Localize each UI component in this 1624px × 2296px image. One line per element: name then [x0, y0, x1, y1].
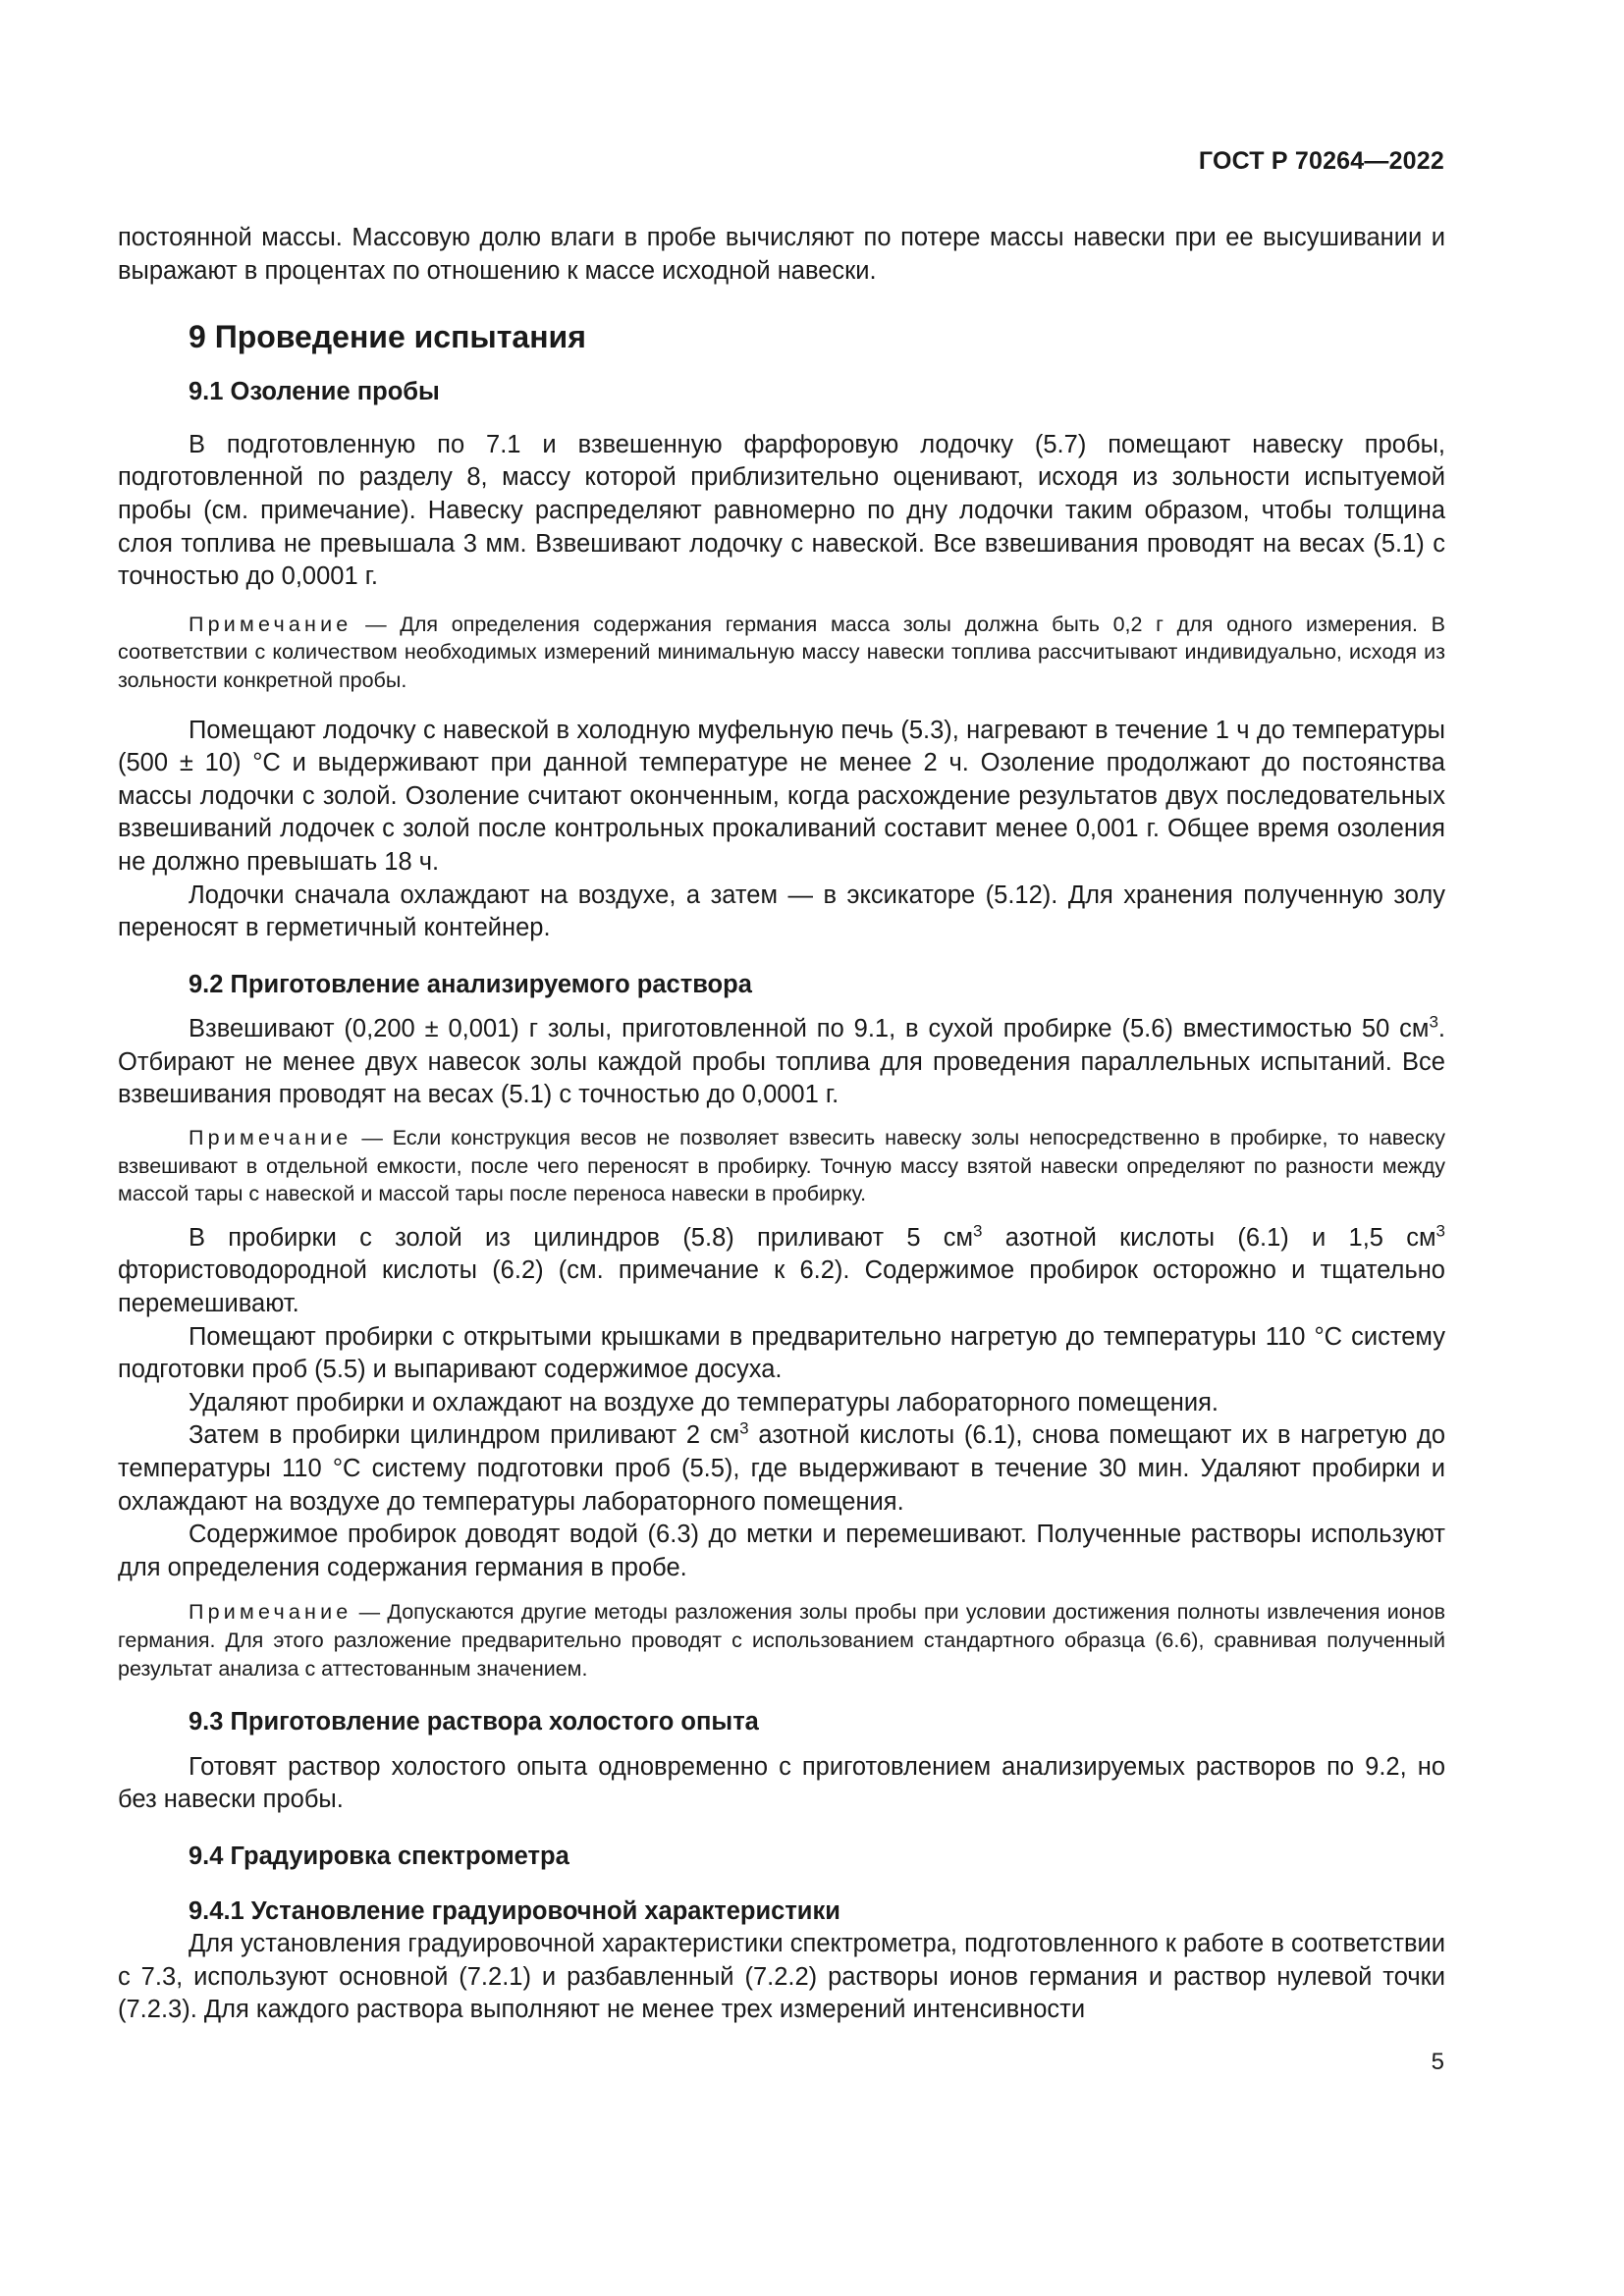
section-9-2-paragraph-5 [118, 1419, 1445, 1519]
intro-paragraph: постоянной массы. Массовую долю влаги в пробе вычисляют по потере массы навески при ее высушивании и выражают в процентах по отношению к массе исходной навески. [118, 224, 1445, 285]
section-9-1-paragraph-3: Лодочки сначала охлаждают на воздухе, а затем — в эксикаторе (5.12). Для хранения полученную золу переносят в герметичный контейнер. [118, 881, 1445, 942]
superscript: 3 [739, 1419, 749, 1439]
text-run: В пробирки с золой из цилиндров (5.8) приливают 5 см [189, 1223, 974, 1252]
section-9-1-paragraph-2: Помещают лодочку с навеской в холодную муфельную печь (5.3), нагревают в течение 1 ч до температуры (500 ± 10) °С и выдерживают при данной температуре не менее 2 ч. Озоление продолжают до постоянства массы лодочки с золой. Озоление считают оконченным, когда расхождение результатов двух последовательных взвешиваний лодочек с золой после контрольных прокаливаний составит менее 0,001 г. Общее время озоления не должно превышать 18 ч. [118, 716, 1445, 876]
text-run: фтористоводородной кислоты (6.2) (см. примечание к 6.2). Содержимое пробирок осторожно и тщательно перемешивают. [118, 1256, 1445, 1318]
section-9-2-note-2 [118, 1598, 1445, 1682]
superscript: 3 [1429, 1012, 1438, 1032]
note-text: — Если конструкция весов не позволяет взвесить навеску золы непосредственно в пробирке, то навеску взвешивают в отдельной емкости, после чего переносят в пробирку. Точную массу взятой навески определяют по разности между массой тары с навеской и массой тары после переноса навески в пробирку. [118, 1126, 1445, 1206]
superscript: 3 [1435, 1221, 1446, 1241]
superscript: 3 [973, 1221, 983, 1241]
note-label: Примечание [189, 1126, 352, 1150]
section-9-3-heading: 9.3 Приготовление раствора холостого опыта [189, 1708, 759, 1736]
standard-code: ГОСТ Р 70264—2022 [1198, 147, 1444, 175]
section-9-1-paragraph-1: В подготовленную по 7.1 и взвешенную фарфоровую лодочку (5.7) помещают навеску пробы, подготовленной по разделу 8, массу которой приблизительно оценивают, исходя из зольности испытуемой пробы (см. примечание). Навеску распределяют равномерно по дну лодочки таким образом, чтобы толщина слоя топлива не превышала 3 мм. Взвешивают лодочку с навеской. Все взвешивания проводят на весах (5.1) с точностью до 0,0001 г. [118, 430, 1445, 591]
section-9-3-paragraph-1: Готовят раствор холостого опыта одновременно с приготовлением анализируемых растворов по 9.2, но без навески пробы. [118, 1752, 1445, 1814]
text-run: азотной кислоты (6.1), снова помещают их в нагретую до температуры 110 °С систему подготовки проб (5.5), где выдерживают в течение 30 мин. Удаляют пробирки и охлаждают на воздухе до температуры лабораторного помещения. [118, 1421, 1445, 1516]
section-9-heading: 9 Проведение испытания [189, 319, 586, 355]
section-9-2-heading: 9.2 Приготовление анализируемого раствора [189, 970, 752, 998]
note-label: Примечание [189, 612, 352, 636]
section-9-4-1-paragraph-1: Для установления градуировочной характеристики спектрометра, подготовленного к работе в соответствии с 7.3, используют основной (7.2.1) и разбавленный (7.2.2) растворы ионов германия и раствор нулевой точки (7.2.3). Для каждого раствора выполняют не менее трех измерений интенсивности [118, 1930, 1445, 2024]
section-9-4-heading: 9.4 Градуировка спектрометра [189, 1842, 569, 1870]
text-run: . Отбирают не менее двух навесок золы каждой пробы топлива для проведения параллельных испытаний. Все взвешивания проводят на весах (5.1) с точностью до 0,0001 г. [118, 1015, 1445, 1109]
note-label: Примечание [189, 1600, 352, 1625]
note-text: — Допускаются другие методы разложения золы пробы при условии достижения полноты извлечения ионов германия. Для этого разложение предварительно проводят с использованием стандартного образца (6.6), сравнивая полученный результат анализа с аттестованным значением. [118, 1600, 1445, 1681]
section-9-2-paragraph-2 [118, 1222, 1445, 1321]
text-run: азотной кислоты (6.1) и 1,5 см [982, 1223, 1436, 1252]
section-9-1-heading: 9.1 Озоление пробы [189, 378, 440, 406]
section-9-2-paragraph-1 [118, 1013, 1445, 1112]
note-text: — Для определения содержания германия масса золы должна быть 0,2 г для одного измерения. В соответствии с количеством необходимых измерений минимальную массу навески топлива рассчитывают индивидуально, исходя из зольности конкретной пробы. [118, 612, 1445, 692]
section-9-2-paragraph-6: Содержимое пробирок доводят водой (6.3) до метки и перемешивают. Полученные растворы используют для определения содержания германия в пробе. [118, 1521, 1445, 1581]
section-9-2-paragraph-3: Помещают пробирки с открытыми крышками в предварительно нагретую до температуры 110 °С систему подготовки проб (5.5) и выпаривают содержимое досуха. [118, 1322, 1445, 1384]
text-run: Затем в пробирки цилиндром приливают 2 см [189, 1421, 740, 1450]
text-run: Взвешивают (0,200 ± 0,001) г золы, приготовленной по 9.1, в сухой пробирке (5.6) вместимостью 50 см [189, 1015, 1430, 1043]
page-content [118, 222, 1445, 2027]
section-9-1-note [118, 611, 1445, 695]
page-number: 5 [1431, 2049, 1444, 2075]
section-9-2-note-1 [118, 1124, 1445, 1208]
section-9-2-paragraph-4: Удаляют пробирки и охлаждают на воздухе до температуры лабораторного помещения. [189, 1388, 1218, 1416]
section-9-4-1-heading: 9.4.1 Установление градуировочной характеристики [189, 1896, 840, 1925]
